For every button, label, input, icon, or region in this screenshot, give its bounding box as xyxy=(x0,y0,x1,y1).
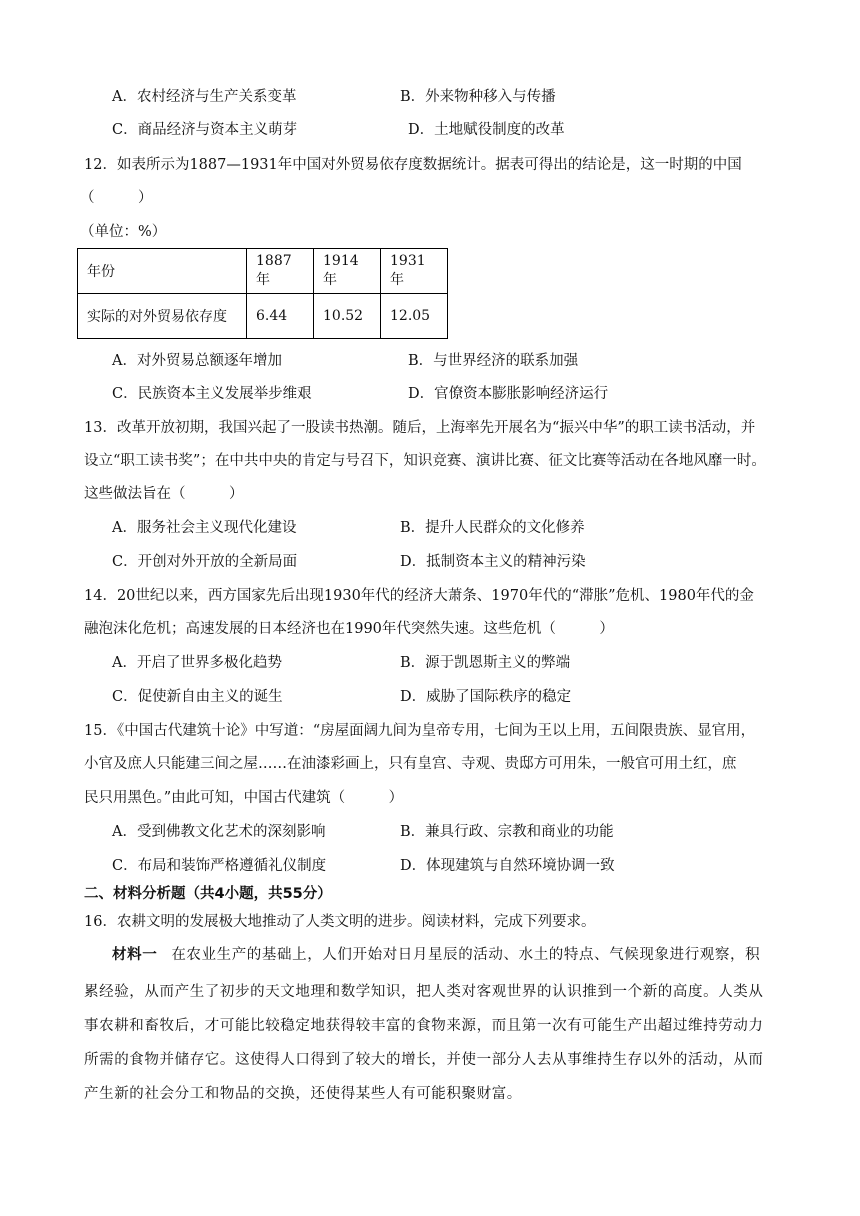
table-cell: 年份 xyxy=(78,249,247,294)
q16-material-line-2: 累经验，从而产生了初步的天文地理和数学知识，把人类对客观世界的认识推到一个新的高度。人类从 xyxy=(84,984,764,1000)
q15-option-b: B．兼具行政、宗教和商业的功能 xyxy=(400,824,614,840)
section-2-heading: 二、材料分析题（共4小题，共55分） xyxy=(84,886,332,902)
q12-option-b: B．与世界经济的联系加强 xyxy=(408,353,579,369)
table-cell: 6.44 xyxy=(247,294,314,339)
table-cell: 10.52 xyxy=(314,294,381,339)
table-cell: 12.05 xyxy=(381,294,448,339)
q11-option-b: B．外来物种移入与传播 xyxy=(400,89,556,105)
q15-stem-line-1: 15．《中国古代建筑十论》中写道：“房屋面阔九间为皇帝专用，七间为王以上用，五间限贵族、显官用， xyxy=(84,723,756,739)
q13-option-d: D．抵制资本主义的精神污染 xyxy=(400,554,586,570)
q12-unit: （单位：%） xyxy=(80,224,167,240)
q11-option-c: C．商品经济与资本主义萌芽 xyxy=(112,122,298,138)
q14-option-a: A．开启了世界多极化趋势 xyxy=(112,655,282,671)
q15-option-d: D．体现建筑与自然环境协调一致 xyxy=(400,858,615,874)
q12-answer-paren: （ ） xyxy=(80,190,153,206)
q16-material-line-1 xyxy=(112,945,760,965)
q15-option-a: A．受到佛教文化艺术的深刻影响 xyxy=(112,824,326,840)
q14-stem-line-1: 14．20世纪以来，西方国家先后出现1930年代的经济大萧条、1970年代的“滞胀”危机、1980年代的金 xyxy=(84,588,754,604)
q12-option-d: D．官僚资本膨胀影响经济运行 xyxy=(408,386,609,402)
table-cell: 1914年 xyxy=(314,249,381,294)
table-cell: 实际的对外贸易依存度 xyxy=(78,294,247,339)
q15-option-c: C．布局和装饰严格遵循礼仪制度 xyxy=(112,858,327,874)
q13-stem-line-1: 13．改革开放初期，我国兴起了一股读书热潮。随后，上海率先开展名为“振兴中华”的职工读书活动，并 xyxy=(84,420,756,436)
q12-option-a: A．对外贸易总额逐年增加 xyxy=(112,353,282,369)
table-row xyxy=(78,249,448,294)
q13-stem-line-3: 这些做法旨在（ ） xyxy=(84,486,244,502)
q14-stem-line-2: 融泡沫化危机；高速发展的日本经济也在1990年代突然失速。这些危机（ ） xyxy=(84,621,614,637)
q14-option-d: D．威胁了国际秩序的稳定 xyxy=(400,689,572,705)
q14-option-b: B．源于凯恩斯主义的弊端 xyxy=(400,655,571,671)
q16-material-line-4: 所需的食物并储存它。这使得人口得到了较大的增长，并使一部分人去从事维持生存以外的活动，从而 xyxy=(84,1052,764,1068)
q11-option-d: D．土地赋役制度的改革 xyxy=(408,122,565,138)
q15-stem-line-2: 小官及庶人只能建三间之屋……在油漆彩画上，只有皇宫、寺观、贵邸方可用朱，一般官可用土红，庶 xyxy=(84,756,737,772)
material-one-text: 在农业生产的基础上，人们开始对日月星辰的活动、水土的特点、气候现象进行观察，积 xyxy=(171,947,761,963)
q12-stem: 12．如表所示为1887—1931年中国对外贸易依存度数据统计。据表可得出的结论是，这一时期的中国 xyxy=(84,157,742,173)
q16-material-line-5: 产生新的社会分工和物品的交换，还使得某些人有可能积聚财富。 xyxy=(84,1086,522,1102)
q12-option-c: C．民族资本主义发展举步维艰 xyxy=(112,386,312,402)
q16-stem: 16．农耕文明的发展极大地推动了人类文明的进步。阅读材料，完成下列要求。 xyxy=(84,914,596,930)
q11-option-a: A．农村经济与生产关系变革 xyxy=(112,89,297,105)
q16-material-line-3: 事农耕和畜牧后，才可能比较稳定地获得较丰富的食物来源，而且第一次有可能生产出超过维持劳动力 xyxy=(84,1018,764,1034)
q13-option-c: C．开创对外开放的全新局面 xyxy=(112,554,298,570)
material-one-label: 材料一 xyxy=(112,946,158,963)
q13-option-b: B．提升人民群众的文化修养 xyxy=(400,520,585,536)
q14-option-c: C．促使新自由主义的诞生 xyxy=(112,689,283,705)
q15-stem-line-3: 民只用黑色。”由此可知，中国古代建筑（ ） xyxy=(84,790,404,806)
table-cell: 1931年 xyxy=(381,249,448,294)
q13-option-a: A．服务社会主义现代化建设 xyxy=(112,520,297,536)
trade-dependency-table xyxy=(77,248,448,339)
table-cell: 1887年 xyxy=(247,249,314,294)
table-row xyxy=(78,294,448,339)
q13-stem-line-2: 设立“职工读书奖”；在中共中央的肯定与号召下，知识竞赛、演讲比赛、征文比赛等活动在各地风靡一时。 xyxy=(84,453,766,469)
